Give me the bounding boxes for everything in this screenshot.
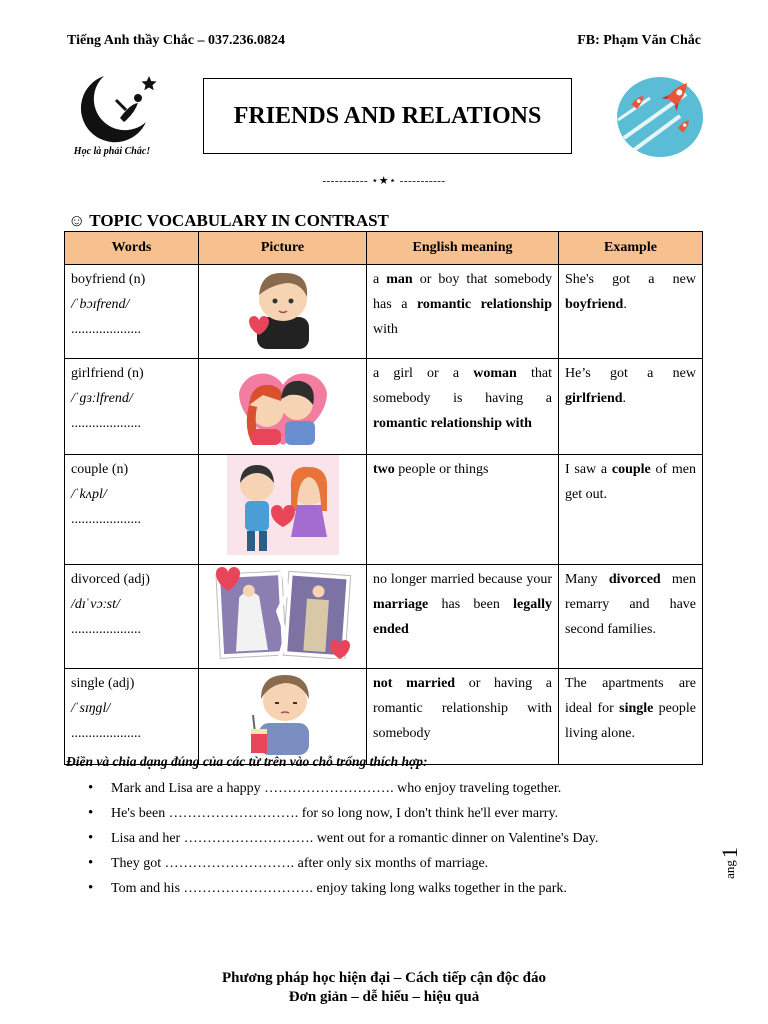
vocab-example-cell: Many divorced men remarry and have second families. bbox=[559, 565, 703, 669]
couple-holding-heart-icon bbox=[227, 544, 339, 559]
vocab-meaning-cell: not married or having a romantic relationship with somebody bbox=[367, 669, 559, 765]
page-number-prefix: ang bbox=[722, 860, 737, 879]
vocab-example-cell: She's got a new boyfriend. bbox=[559, 265, 703, 359]
vocab-blank[interactable]: .................... bbox=[71, 726, 141, 741]
logo-tagline: Học là phải Chắc! bbox=[73, 146, 151, 157]
vocab-ipa: /ˈbɔɪfrend/ bbox=[71, 297, 130, 312]
column-header-example: Example bbox=[559, 232, 703, 265]
vocab-word: divorced (adj) bbox=[71, 572, 150, 587]
vocab-picture-cell bbox=[199, 565, 367, 669]
brand-logo bbox=[64, 70, 160, 162]
vocab-picture-cell bbox=[199, 455, 367, 565]
vocab-blank[interactable]: .................... bbox=[71, 622, 141, 637]
table-row bbox=[65, 669, 703, 765]
page-number-value: 1 bbox=[717, 847, 742, 859]
vocab-word-cell bbox=[65, 265, 199, 359]
exercise-item: • He's been ………………………. for so long now, I don't think he'll ever marry. bbox=[88, 801, 598, 826]
section-title: ☺ TOPIC VOCABULARY IN CONTRAST bbox=[68, 211, 389, 230]
table-row bbox=[65, 265, 703, 359]
vocab-meaning-cell: a man or boy that somebody has a romantic relationship with bbox=[367, 265, 559, 359]
decorative-divider: ----------- ⋆★⋆ ----------- bbox=[322, 175, 446, 187]
header-contact: Tiếng Anh thầy Chắc – 037.236.0824 bbox=[67, 33, 285, 48]
vocab-word-cell bbox=[65, 565, 199, 669]
page-title: FRIENDS AND RELATIONS bbox=[203, 78, 572, 154]
table-row bbox=[65, 565, 703, 669]
vocab-picture-cell bbox=[199, 359, 367, 455]
table-row bbox=[65, 455, 703, 565]
column-header-words: Words bbox=[65, 232, 199, 265]
header-facebook: FB: Phạm Văn Chắc bbox=[577, 33, 701, 48]
vocab-ipa: /ˈsɪŋɡl/ bbox=[71, 701, 111, 716]
vocab-word: single (adj) bbox=[71, 676, 135, 691]
column-header-meaning: English meaning bbox=[367, 232, 559, 265]
vocab-ipa: /ˈkʌpl/ bbox=[71, 487, 107, 502]
vocab-example-cell: I saw a couple of men get out. bbox=[559, 455, 703, 565]
vocab-blank[interactable]: .................... bbox=[71, 322, 141, 337]
footer-slogan-2: Đơn giản – dễ hiểu – hiệu quả bbox=[288, 989, 480, 1005]
exercise-item: • Tom and his ………………………. enjoy taking long walks together in the park. bbox=[88, 876, 598, 901]
vocab-example-cell: He’s got a new girlfriend. bbox=[559, 359, 703, 455]
vocab-blank[interactable]: .................... bbox=[71, 512, 141, 527]
table-row bbox=[65, 359, 703, 455]
vocab-word: couple (n) bbox=[71, 462, 129, 477]
boy-with-heart-icon bbox=[235, 338, 331, 353]
page-number bbox=[705, 843, 755, 883]
vocab-word-cell bbox=[65, 359, 199, 455]
vocab-meaning-cell: two people or things bbox=[367, 455, 559, 565]
vocab-word: boyfriend (n) bbox=[71, 272, 146, 287]
exercise-instruction: Điền và chia dạng đúng của các từ trên vào chỗ trống thích hợp: bbox=[66, 754, 428, 769]
crescent-moon-logo-icon bbox=[64, 70, 160, 150]
kissing-couple-icon bbox=[231, 434, 335, 449]
table-header-row bbox=[65, 232, 703, 265]
exercise-item: • They got ………………………. after only six months of marriage. bbox=[88, 851, 598, 876]
footer-slogan-1: Phương pháp học hiện đại – Cách tiếp cận độc đáo bbox=[221, 970, 547, 986]
exercise-item: • Lisa and her ………………………. went out for a romantic dinner on Valentine's Day. bbox=[88, 826, 598, 851]
vocab-meaning-cell: a girl or a woman that somebody is having a romantic relationship with bbox=[367, 359, 559, 455]
vocab-example-cell: The apartments are ideal for single people living alone. bbox=[559, 669, 703, 765]
vocab-picture-cell bbox=[199, 669, 367, 765]
vocab-blank[interactable]: .................... bbox=[71, 416, 141, 431]
rocket-badge-icon bbox=[616, 76, 704, 158]
vocabulary-table bbox=[64, 231, 703, 765]
vocab-word: girlfriend (n) bbox=[71, 366, 144, 381]
vocab-meaning-cell: no longer married because your marriage has been legally ended bbox=[367, 565, 559, 669]
vocab-word-cell bbox=[65, 455, 199, 565]
vocab-ipa: /dɪˈvɔːst/ bbox=[71, 597, 120, 612]
vocab-ipa: /ˈɡɜːlfrend/ bbox=[71, 391, 133, 406]
exercise-list bbox=[88, 776, 598, 901]
column-header-picture: Picture bbox=[199, 232, 367, 265]
exercise-item: • Mark and Lisa are a happy ………………………. who enjoy traveling together. bbox=[88, 776, 598, 801]
vocab-picture-cell bbox=[199, 265, 367, 359]
vocab-word-cell bbox=[65, 669, 199, 765]
torn-wedding-photo-icon bbox=[212, 648, 354, 663]
